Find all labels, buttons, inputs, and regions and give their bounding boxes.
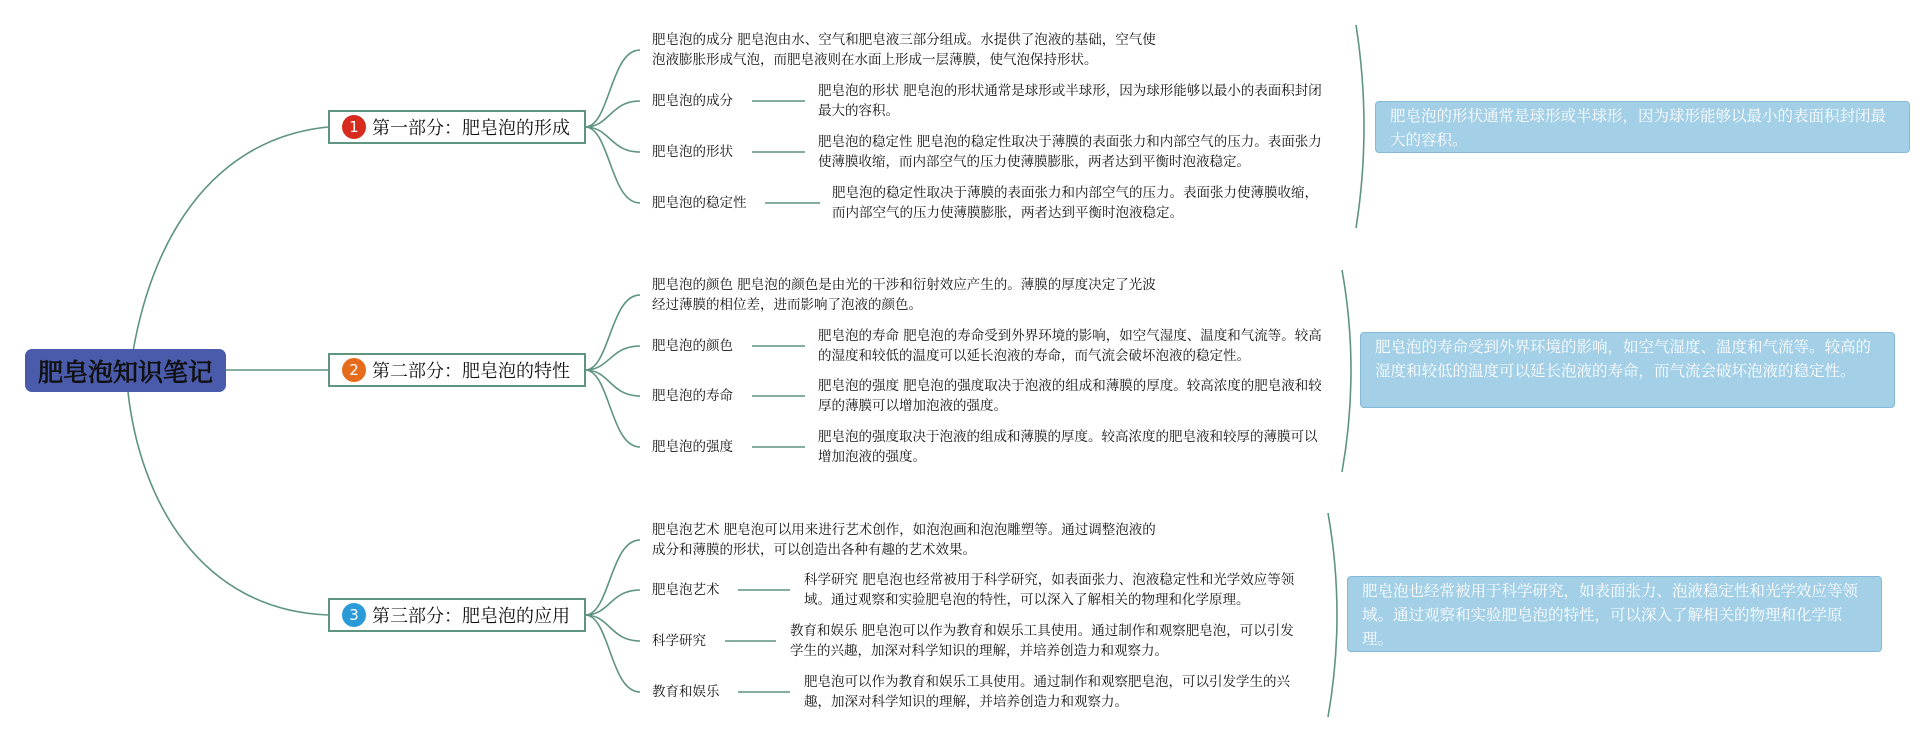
topic-label[interactable]: 肥皂泡的强度	[652, 439, 733, 455]
summary-bracket-3	[1328, 513, 1337, 717]
topic-text: 肥皂泡的强度取决于泡液的组成和薄膜的厚度。较高浓度的肥皂液和较厚的薄膜可以增加泡液的强度。	[818, 429, 1318, 465]
topic-text: 肥皂泡的稳定性取决于薄膜的表面张力和内部空气的压力。表面张力使薄膜收缩，而内部空气的压力使薄膜膨胀，两者达到平衡时泡液稳定。	[832, 185, 1318, 221]
summary-box-3: 肥皂泡也经常被用于科学研究，如表面张力、泡液稳定性和光学效应等领域。通过观察和实验肥皂泡的特性，可以深入了解相关的物理和化学原理。	[1347, 576, 1882, 652]
number-badge-icon: 2	[342, 358, 366, 382]
topic-label[interactable]: 肥皂泡的稳定性	[652, 195, 747, 211]
number-badge-icon: 3	[342, 603, 366, 627]
topic-text: 肥皂泡的形状 肥皂泡的形状通常是球形或半球形，因为球形能够以最小的表面积封闭最大的容积。	[818, 83, 1322, 119]
connector-root-branch-3	[128, 392, 328, 615]
topic-text: 教育和娱乐 肥皂泡可以作为教育和娱乐工具使用。通过制作和观察肥皂泡，可以引发学生的兴趣，加深对科学知识的理解，并培养创造力和观察力。	[790, 623, 1294, 659]
topic-text: 肥皂泡的稳定性 肥皂泡的稳定性取决于薄膜的表面张力和内部空气的压力。表面张力使薄膜收缩，而内部空气的压力使薄膜膨胀，两者达到平衡时泡液稳定。	[818, 134, 1322, 170]
intro-text: 肥皂泡的颜色 肥皂泡的颜色是由光的干涉和衍射效应产生的。薄膜的厚度决定了光波经过薄膜的相位差，进而影响了泡液的颜色。	[652, 277, 1156, 313]
summary-bracket-2	[1342, 270, 1351, 472]
intro-text: 肥皂泡艺术 肥皂泡可以用来进行艺术创作，如泡泡画和泡泡雕塑等。通过调整泡液的成分和薄膜的形状，可以创造出各种有趣的艺术效果。	[652, 522, 1156, 558]
topic-text: 肥皂泡的强度 肥皂泡的强度取决于泡液的组成和薄膜的厚度。较高浓度的肥皂液和较厚的薄膜可以增加泡液的强度。	[818, 378, 1322, 414]
branch-section-3[interactable]	[328, 598, 586, 632]
topic-label[interactable]: 科学研究	[652, 633, 706, 649]
topic-label[interactable]: 教育和娱乐	[652, 684, 720, 700]
topic-text: 肥皂泡可以作为教育和娱乐工具使用。通过制作和观察肥皂泡，可以引发学生的兴趣，加深对科学知识的理解，并培养创造力和观察力。	[804, 674, 1290, 710]
topic-label[interactable]: 肥皂泡的颜色	[652, 338, 733, 354]
topic-label[interactable]: 肥皂泡的成分	[652, 93, 733, 109]
branch-section-1[interactable]	[328, 110, 586, 144]
topic-label[interactable]: 肥皂泡的寿命	[652, 388, 733, 404]
number-badge-icon: 1	[342, 115, 366, 139]
branch-label: 第一部分：肥皂泡的形成	[372, 118, 570, 139]
root-title: 肥皂泡知识笔记	[37, 357, 213, 387]
intro-text: 肥皂泡的成分 肥皂泡由水、空气和肥皂液三部分组成。水提供了泡液的基础，空气使泡液膨胀形成气泡，而肥皂液则在水面上形成一层薄膜，使气泡保持形状。	[652, 32, 1156, 68]
root-node[interactable]	[25, 349, 226, 392]
topic-label[interactable]: 肥皂泡的形状	[652, 144, 733, 160]
branch-label: 第三部分：肥皂泡的应用	[372, 606, 570, 627]
topic-text: 科学研究 肥皂泡也经常被用于科学研究，如表面张力、泡液稳定性和光学效应等领域。通过观察和实验肥皂泡的特性，可以深入了解相关的物理和化学原理。	[804, 572, 1295, 608]
branch-label: 第二部分：肥皂泡的特性	[372, 361, 570, 382]
summary-box-1: 肥皂泡的形状通常是球形或半球形，因为球形能够以最小的表面积封闭最大的容积。	[1375, 101, 1910, 153]
branch-section-2[interactable]	[328, 353, 586, 387]
topic-text: 肥皂泡的寿命 肥皂泡的寿命受到外界环境的影响，如空气湿度、温度和气流等。较高的湿度和较低的温度可以延长泡液的寿命，而气流会破坏泡液的稳定性。	[818, 328, 1322, 364]
summary-bracket-1	[1356, 25, 1364, 228]
summary-box-2: 肥皂泡的寿命受到外界环境的影响，如空气湿度、温度和气流等。较高的湿度和较低的温度可以延长泡液的寿命，而气流会破坏泡液的稳定性。	[1360, 332, 1895, 408]
topic-label[interactable]: 肥皂泡艺术	[652, 582, 720, 598]
